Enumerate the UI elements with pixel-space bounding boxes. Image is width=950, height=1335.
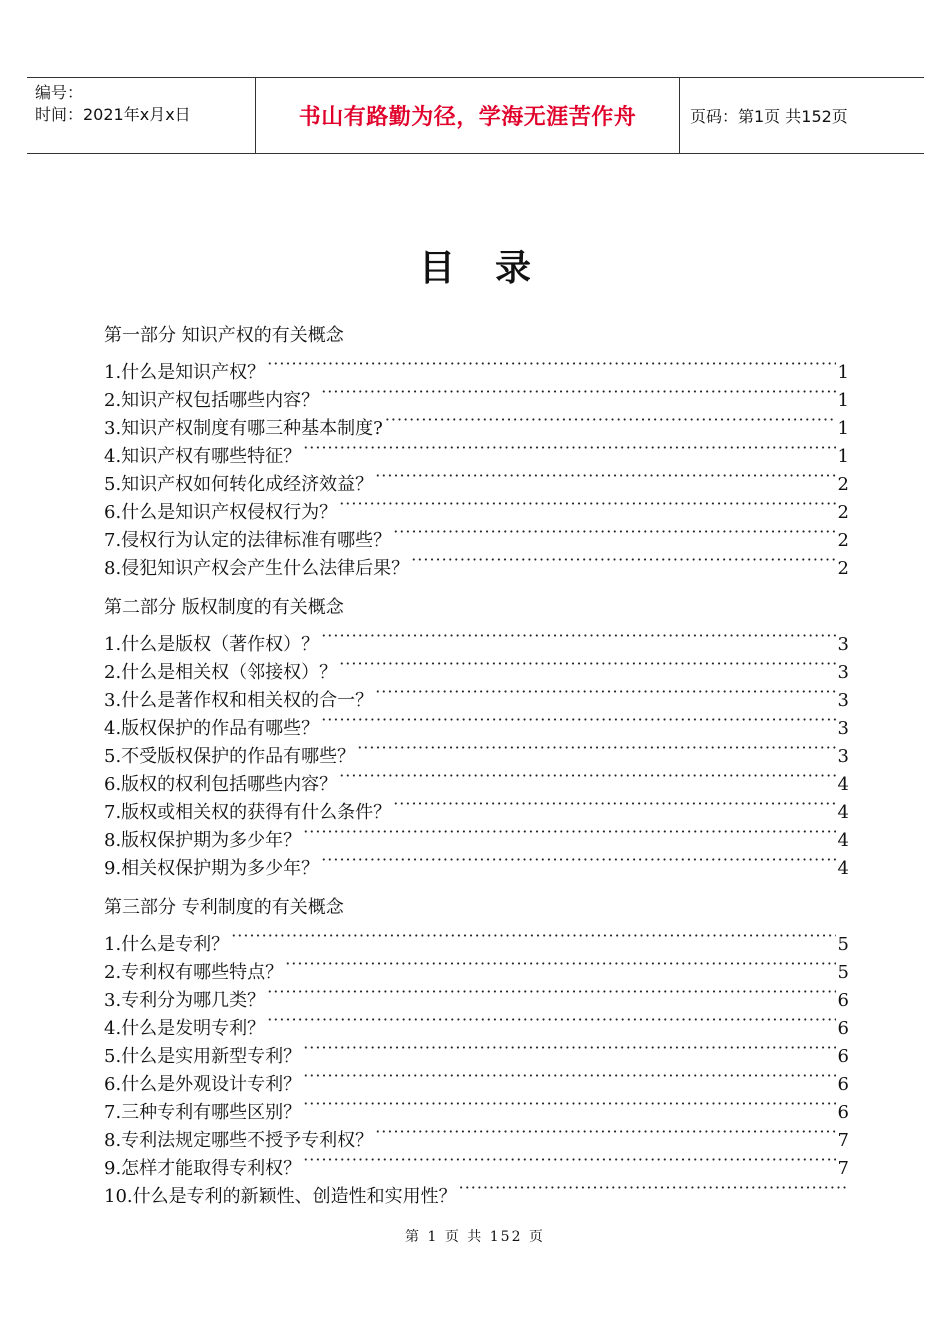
dot-leader: [411, 546, 835, 574]
toc-entry[interactable]: [104, 350, 849, 383]
toc-section: [104, 894, 849, 1207]
toc-page-number: 1: [837, 362, 849, 383]
toc-page-number: 3: [837, 662, 849, 683]
toc-page-number: 2: [837, 558, 849, 579]
toc-entry-text: 6.什么是外观设计专利？: [104, 1074, 302, 1095]
toc-page-number: 3: [837, 690, 849, 711]
toc-entry-text: 5.什么是实用新型专利？: [104, 1046, 302, 1067]
dot-leader: [393, 518, 835, 546]
dot-leader: [321, 378, 835, 406]
dot-leader: [393, 790, 835, 818]
toc-entry-text: 9.怎样才能取得专利权？: [104, 1158, 302, 1179]
section-title: 第三部分 专利制度的有关概念: [104, 897, 344, 918]
dot-leader: [339, 650, 835, 678]
toc-page-number: 2: [837, 474, 849, 495]
toc-entry-text: 4.什么是发明专利？: [104, 1018, 266, 1039]
dot-leader: [459, 1174, 847, 1202]
toc-entry-text: 4.版权保护的作品有哪些？: [104, 718, 320, 739]
toc-entry-text: 2.知识产权包括哪些内容？: [104, 390, 320, 411]
toc-page-number: 6: [837, 1046, 849, 1067]
toc-entry-text: 3.专利分为哪几类？: [104, 990, 266, 1011]
header-info: [27, 78, 255, 153]
toc-page-number: 1: [837, 446, 849, 467]
toc-entry-text: 1.什么是知识产权？: [104, 362, 266, 383]
table-of-contents: [104, 322, 849, 1222]
dot-leader: [231, 922, 835, 950]
toc-entry-text: 10.什么是专利的新颖性、创造性和实用性？: [104, 1186, 457, 1207]
toc-entry-text: 7.版权或相关权的获得有什么条件？: [104, 802, 392, 823]
dot-leader: [339, 762, 835, 790]
toc-entry-text: 1.什么是专利？: [104, 934, 230, 955]
toc-page-number: 2: [837, 502, 849, 523]
toc-page-number: 2: [837, 530, 849, 551]
dot-leader: [303, 1062, 835, 1090]
toc-entry-text: 5.知识产权如何转化成经济效益？: [104, 474, 374, 495]
dot-leader: [285, 950, 835, 978]
toc-page-number: 1: [837, 390, 849, 411]
toc-page-number: 6: [837, 1018, 849, 1039]
dot-leader: [357, 734, 835, 762]
toc-entry-text: 8.侵犯知识产权会产生什么法律后果？: [104, 558, 410, 579]
dot-leader: [303, 434, 835, 462]
header-page-label: 页码：第1页 共152页: [690, 107, 848, 126]
toc-page-number: 6: [837, 1074, 849, 1095]
toc-page-number: 5: [837, 934, 849, 955]
header-motto-cell: [255, 78, 680, 153]
section-title: 第二部分 版权制度的有关概念: [104, 597, 344, 618]
toc-entry-text: 7.侵权行为认定的法律标准有哪些？: [104, 530, 392, 551]
dot-leader: [339, 490, 835, 518]
page-footer: 第 1 页 共 152 页: [405, 1229, 545, 1245]
dot-leader: [375, 678, 835, 706]
toc-page-number: 4: [837, 774, 849, 795]
toc-section: [104, 322, 849, 579]
dot-leader: [321, 622, 835, 650]
header-page-cell: [680, 78, 924, 153]
toc-entry-text: 2.什么是相关权（邻接权）？: [104, 662, 338, 683]
toc-entry-text: 1.什么是版权（著作权）？: [104, 634, 320, 655]
document-time-label: 时间：2021年x月x日: [35, 105, 191, 124]
header-motto: 书山有路勤为径，学海无涯苦作舟: [298, 105, 637, 130]
toc-entry-text: 9.相关权保护期为多少年？: [104, 858, 320, 879]
toc-page-number: 7: [837, 1130, 849, 1151]
dot-leader: [321, 846, 835, 874]
toc-page-number: 6: [837, 990, 849, 1011]
dot-leader: [267, 978, 835, 1006]
toc-page-number: 5: [837, 962, 849, 983]
page-title: 目录: [418, 248, 571, 289]
toc-section: [104, 594, 849, 879]
toc-entry-text: 6.版权的权利包括哪些内容？: [104, 774, 338, 795]
toc-page-number: 4: [837, 802, 849, 823]
toc-entry-text: 3.什么是著作权和相关权的合一？: [104, 690, 374, 711]
toc-page-number: 3: [837, 634, 849, 655]
toc-entry-text: 4.知识产权有哪些特征？: [104, 446, 302, 467]
toc-entry[interactable]: [104, 922, 849, 955]
toc-entry-text: 5.不受版权保护的作品有哪些？: [104, 746, 356, 767]
dot-leader: [321, 706, 835, 734]
toc-entry-text: 3.知识产权制度有哪三种基本制度?: [104, 418, 383, 439]
toc-page-number: 7: [837, 1158, 849, 1179]
dot-leader: [303, 1146, 835, 1174]
toc-entry-text: 6.什么是知识产权侵权行为？: [104, 502, 338, 523]
toc-page-number: 3: [837, 746, 849, 767]
toc-entry[interactable]: [104, 622, 849, 655]
toc-page-number: 6: [837, 1102, 849, 1123]
toc-entry-text: 2.专利权有哪些特点？: [104, 962, 284, 983]
toc-page-number: 4: [837, 858, 849, 879]
dot-leader: [303, 1034, 835, 1062]
dot-leader: [375, 1118, 835, 1146]
dot-leader: [267, 350, 835, 378]
toc-page-number: 3: [837, 718, 849, 739]
toc-page-number: 4: [837, 830, 849, 851]
dot-leader: [385, 406, 836, 434]
dot-leader: [375, 462, 835, 490]
header-table: [27, 77, 924, 154]
section-title: 第一部分 知识产权的有关概念: [104, 325, 344, 346]
toc-entry-text: 8.版权保护期为多少年？: [104, 830, 302, 851]
toc-page-number: 1: [837, 418, 849, 439]
dot-leader: [303, 1090, 835, 1118]
toc-entry-text: 8.专利法规定哪些不授予专利权？: [104, 1130, 374, 1151]
document-number-label: 编号：: [35, 83, 84, 102]
dot-leader: [267, 1006, 835, 1034]
dot-leader: [303, 818, 835, 846]
toc-entry-text: 7.三种专利有哪些区别？: [104, 1102, 302, 1123]
